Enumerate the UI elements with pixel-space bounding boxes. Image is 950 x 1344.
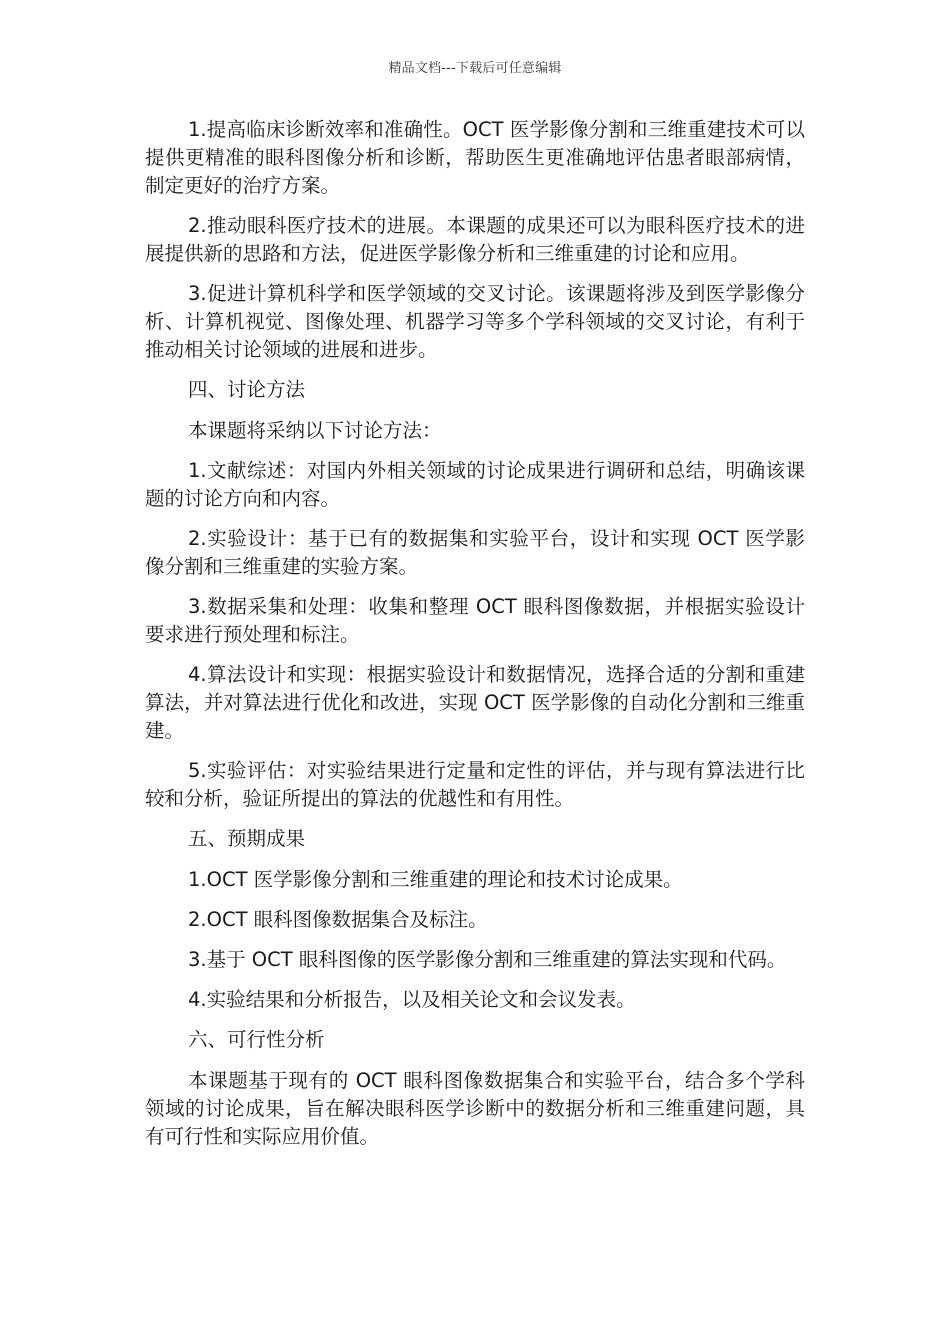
section-heading-methods: 四、讨论方法 — [188, 378, 306, 401]
paragraph-feasibility: 本课题基于现有的 OCT 眼科图像数据集合和实验平台，结合多个学科领域的讨论成果，旨在解决眼科医学诊断中的数据分析和三维重建问题，具有可行性和实际应用价值。 — [145, 1069, 805, 1148]
paragraph-outcome-theory: 1.OCT 医学影像分割和三维重建的理论和技术讨论成果。 — [188, 868, 683, 891]
paragraph-method-data-collection: 3.数据采集和处理：收集和整理 OCT 眼科图像数据，并根据实验设计要求进行预处理和标注。 — [145, 595, 805, 646]
paragraph-methods-intro: 本课题将采纳以下讨论方法： — [188, 419, 442, 442]
page-header: 精品文档---下载后可任意编辑 — [388, 61, 562, 76]
paragraph-method-experiment-design: 2.实验设计：基于已有的数据集和实验平台，设计和实现 OCT 医学影像分割和三维重建的实验方案。 — [145, 527, 805, 578]
paragraph-outcome-dataset: 2.OCT 眼科图像数据集合及标注。 — [188, 908, 488, 931]
paragraph-advance-ophthalmology: 2.推动眼科医疗技术的进展。本课题的成果还可以为眼科医疗技术的进展提供新的思路和方法，促进医学影像分析和三维重建的讨论和应用。 — [145, 214, 805, 265]
paragraph-method-evaluation: 5.实验评估：对实验结果进行定量和定性的评估，并与现有算法进行比较和分析，验证所提出的算法的优越性和有用性。 — [145, 759, 805, 810]
paragraph-outcome-code: 3.基于 OCT 眼科图像的医学影像分割和三维重建的算法实现和代码。 — [188, 948, 787, 971]
paragraph-cross-discipline: 3.促进计算机科学和医学领域的交叉讨论。该课题将涉及到医学影像分析、计算机视觉、图像处理、机器学习等多个学科领域的交叉讨论，有利于推动相关讨论领域的进展和进步。 — [145, 282, 805, 361]
paragraph-improve-diagnosis: 1.提高临床诊断效率和准确性。OCT 医学影像分割和三维重建技术可以提供更精准的眼科图像分析和诊断，帮助医生更准确地评估患者眼部病情，制定更好的治疗方案。 — [145, 118, 805, 197]
section-heading-feasibility: 六、可行性分析 — [188, 1028, 325, 1051]
paragraph-method-algorithm: 4.算法设计和实现：根据实验设计和数据情况，选择合适的分割和重建算法，并对算法进行优化和改进，实现 OCT 医学影像的自动化分割和三维重建。 — [145, 663, 805, 742]
paragraph-method-literature: 1.文献综述：对国内外相关领域的讨论成果进行调研和总结，明确该课题的讨论方向和内容。 — [145, 459, 805, 510]
document-body — [145, 116, 805, 1163]
section-heading-outcomes: 五、预期成果 — [188, 827, 306, 850]
paragraph-outcome-report: 4.实验结果和分析报告，以及相关论文和会议发表。 — [188, 988, 636, 1011]
